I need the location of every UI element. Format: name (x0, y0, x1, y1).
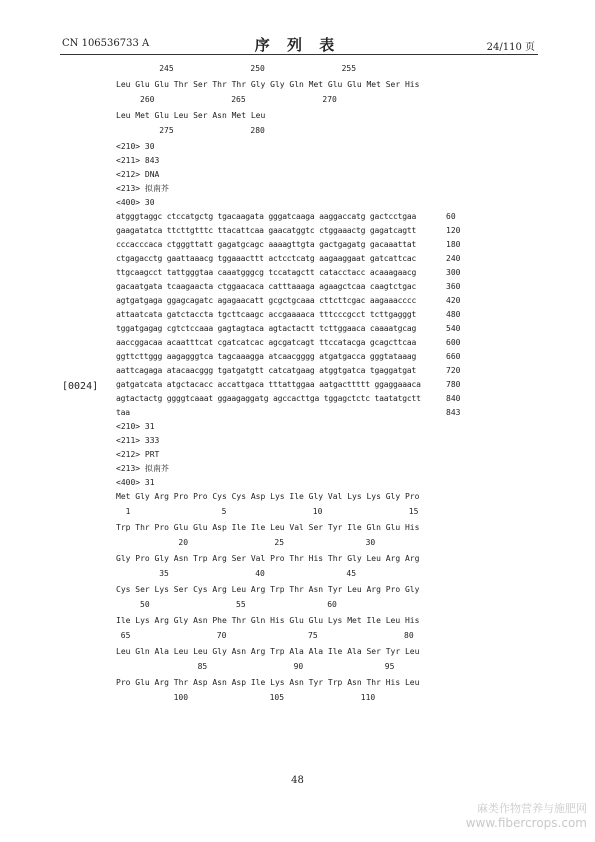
residue-position-number: 35 (159, 569, 169, 578)
amino-acid-text: Trp Thr Pro Glu Glu Asp Ile Ile Leu Val Ser Tyr Ile Gln Glu His (116, 522, 420, 532)
amino-acid-line (116, 521, 476, 537)
meta-text: <211> 333 (116, 435, 160, 445)
amino-acid-text: Leu Glu Glu Thr Ser Thr Thr Gly Gly Gln Met Glu Glu Met Ser His (116, 79, 420, 89)
residue-position-number: 50 (140, 600, 150, 609)
residue-position-row (116, 660, 476, 676)
header-publication-number: CN 106536733 A (62, 38, 150, 49)
amino-acid-line (116, 676, 476, 692)
dna-sequence-line (116, 392, 476, 406)
sequence-position-count: 60 (446, 211, 456, 221)
amino-acid-text: Leu Met Glu Leu Ser Asn Met Leu (116, 110, 266, 120)
residue-position-number: 275 (159, 126, 174, 135)
dna-sequence-text: agtactactg ggggtcaaat ggaagaggatg agccacttga tggagctctc taatatgctt (116, 393, 421, 403)
amino-acid-line (116, 583, 476, 599)
amino-acid-text: Cys Ser Lys Ser Cys Arg Leu Arg Trp Thr Asn Tyr Leu Arg Pro Gly (116, 584, 420, 594)
dna-sequence-line (116, 266, 476, 280)
dna-sequence-line (116, 252, 476, 266)
amino-acid-line (116, 109, 476, 125)
dna-sequence-text: gaagatatca ttcttgtttc ttacattcaa gaacatggtc ctggaaactg gagatcagtt (116, 225, 417, 235)
watermark-url: www.fibercrops.com (465, 816, 587, 830)
dna-sequence-line (116, 308, 476, 322)
sequence-meta-line (116, 462, 476, 476)
dna-sequence-text: agtgatgaga ggagcagatc agagaacatt gcgctgcaaa cttcttcgac aagaaacccc (116, 295, 417, 305)
paragraph-number: [0024] (62, 381, 99, 392)
residue-position-number: 10 (312, 507, 323, 516)
watermark-site-name: 麻类作物营养与施肥网 (477, 802, 587, 815)
residue-position-number: 60 (327, 600, 337, 609)
residue-position-number: 20 (178, 538, 189, 547)
dna-sequence-text: taa (116, 407, 130, 417)
dna-sequence-text: attaatcata gatctaccta tgcttcaagc accgaaaaca tttcccgcct tcttgagggt (116, 309, 417, 319)
sequence-meta-line (116, 196, 476, 210)
sequence-position-count: 843 (446, 407, 461, 417)
residue-position-number: 90 (293, 662, 304, 671)
residue-position-number: 80 (404, 631, 414, 640)
residue-position-number: 75 (308, 631, 318, 640)
amino-acid-text: Leu Gln Ala Leu Leu Gly Asn Arg Trp Ala Ala Ile Ala Ser Tyr Leu (116, 646, 420, 656)
residue-position-number: 5 (221, 507, 227, 516)
residue-position-number: 25 (274, 538, 285, 547)
residue-position-number: 55 (236, 600, 246, 609)
header-title: 序 列 表 (254, 36, 341, 54)
dna-sequence-line (116, 238, 476, 252)
meta-text: <211> 843 (116, 155, 160, 165)
sequence-position-count: 120 (446, 225, 461, 235)
sequence-meta-line (116, 168, 476, 182)
amino-acid-text: Pro Glu Arg Thr Asp Asn Asp Ile Lys Asn Tyr Trp Asn Thr His Leu (116, 677, 420, 687)
amino-acid-line (116, 614, 476, 630)
amino-acid-line (116, 645, 476, 661)
meta-text: <213> 拟南芥 (116, 463, 169, 473)
dna-sequence-text: ggttcttggg aagagggtca tagcaaagga atcaacgggg atgatgacca gggtataaag (116, 351, 417, 361)
sequence-position-count: 780 (446, 379, 461, 389)
residue-position-row (116, 93, 476, 109)
amino-acid-line (116, 552, 476, 568)
meta-text: <212> DNA (116, 169, 160, 179)
residue-position-number: 110 (360, 693, 376, 702)
sequence-position-count: 300 (446, 267, 461, 277)
dna-sequence-text: gacaatgata tcaagaacta ctggaacaca catttaaaga agaagctcaa caagtctgac (116, 281, 417, 291)
meta-text: <210> 30 (116, 141, 155, 151)
sequence-position-count: 840 (446, 393, 461, 403)
sequence-meta-line (116, 434, 476, 448)
residue-position-row (116, 62, 476, 78)
residue-position-number: 70 (216, 631, 227, 640)
residue-position-number: 30 (365, 538, 376, 547)
residue-position-number: 105 (269, 693, 285, 702)
residue-position-row (116, 124, 476, 140)
residue-position-number: 250 (250, 64, 265, 73)
site-watermark (466, 800, 587, 830)
sequence-meta-line (116, 140, 476, 154)
residue-position-number: 1 (125, 507, 131, 516)
residue-position-number: 45 (346, 569, 357, 578)
residue-position-number: 100 (173, 693, 189, 702)
dna-sequence-text: aaccggacaa acaatttcat cgatcatcac agcgatcagt ttccatacga gcagcttcaa (116, 337, 417, 347)
meta-text: <213> 拟南芥 (116, 183, 169, 193)
residue-position-row (116, 629, 476, 645)
residue-position-number: 270 (322, 95, 337, 104)
dna-sequence-line (116, 210, 476, 224)
sequence-meta-line (116, 476, 476, 490)
dna-sequence-line (116, 280, 476, 294)
residue-position-number: 40 (255, 569, 265, 578)
sequence-meta-line (116, 448, 476, 462)
dna-sequence-text: cccacccaca ctgggttatt gagatgcagc aaaagttgta gactgagatg gacaaattat (116, 239, 417, 249)
residue-position-number: 85 (197, 662, 208, 671)
sequence-position-count: 720 (446, 365, 461, 375)
residue-position-row (116, 567, 476, 583)
sequence-listing (116, 62, 476, 707)
residue-position-number: 245 (159, 64, 174, 73)
sequence-position-count: 660 (446, 351, 461, 361)
residue-position-row (116, 505, 476, 521)
dna-sequence-line (116, 364, 476, 378)
dna-sequence-line (116, 294, 476, 308)
sequence-meta-line (116, 154, 476, 168)
amino-acid-text: Gly Pro Gly Asn Trp Arg Ser Val Pro Thr His Thr Gly Leu Arg Arg (116, 553, 420, 563)
dna-sequence-line (116, 224, 476, 238)
dna-sequence-text: atgggtaggc ctccatgctg tgacaagata gggatcaaga aaggaccatg gactcctgaa (116, 211, 417, 221)
amino-acid-line (116, 490, 476, 506)
residue-position-row (116, 598, 476, 614)
sequence-position-count: 600 (446, 337, 461, 347)
residue-position-number: 265 (231, 95, 246, 104)
header-divider (60, 54, 538, 55)
residue-position-number: 255 (341, 64, 357, 73)
amino-acid-text: Met Gly Arg Pro Pro Cys Cys Asp Lys Ile Gly Val Lys Lys Gly Pro (116, 491, 420, 501)
meta-text: <400> 30 (116, 197, 155, 207)
residue-position-number: 65 (120, 631, 131, 640)
residue-position-number: 260 (140, 95, 155, 104)
sequence-position-count: 360 (446, 281, 461, 291)
sequence-position-count: 240 (446, 253, 461, 263)
meta-text: <210> 31 (116, 421, 155, 431)
meta-text: <400> 31 (116, 477, 155, 487)
dna-sequence-line (116, 336, 476, 350)
dna-sequence-text: gatgatcata atgctacacc accattgaca tttattggaa aatgacttttt ggaggaaaca (116, 379, 421, 389)
sequence-position-count: 480 (446, 309, 461, 319)
dna-sequence-text: ttgcaagcct tattgggtaa caaatgggcg tccatagctt catacctacc acaaagaacg (116, 267, 417, 277)
sequence-position-count: 420 (446, 295, 461, 305)
dna-sequence-line (116, 350, 476, 364)
sequence-position-count: 180 (446, 239, 461, 249)
dna-sequence-text: ctgagacctg gaattaaacg tggaaacttt actcctcatg aagaaggaat gatcattcac (116, 253, 417, 263)
meta-text: <212> PRT (116, 449, 160, 459)
amino-acid-text: Ile Lys Arg Gly Asn Phe Thr Gln His Glu Glu Lys Met Ile Leu His (116, 615, 420, 625)
sequence-meta-line (116, 182, 476, 196)
residue-position-row (116, 691, 476, 707)
header-page-count: 24/110 页 (486, 42, 535, 53)
residue-position-number: 15 (408, 507, 419, 516)
residue-position-row (116, 536, 476, 552)
dna-sequence-line (116, 378, 476, 392)
dna-sequence-text: aattcagaga atacaacggg tgatgatgtt catcatgaag atggtgatca tgaggatgat (116, 365, 417, 375)
dna-sequence-line (116, 322, 476, 336)
residue-position-number: 95 (384, 662, 395, 671)
dna-sequence-text: tggatgagag cgtctccaaa gagtagtaca agtactactt tcttggaaca caaaatgcag (116, 323, 417, 333)
amino-acid-line (116, 78, 476, 94)
residue-position-number: 280 (250, 126, 265, 135)
dna-sequence-line (116, 406, 476, 420)
sequence-position-count: 540 (446, 323, 461, 333)
page-number: 48 (291, 775, 304, 786)
sequence-meta-line (116, 420, 476, 434)
